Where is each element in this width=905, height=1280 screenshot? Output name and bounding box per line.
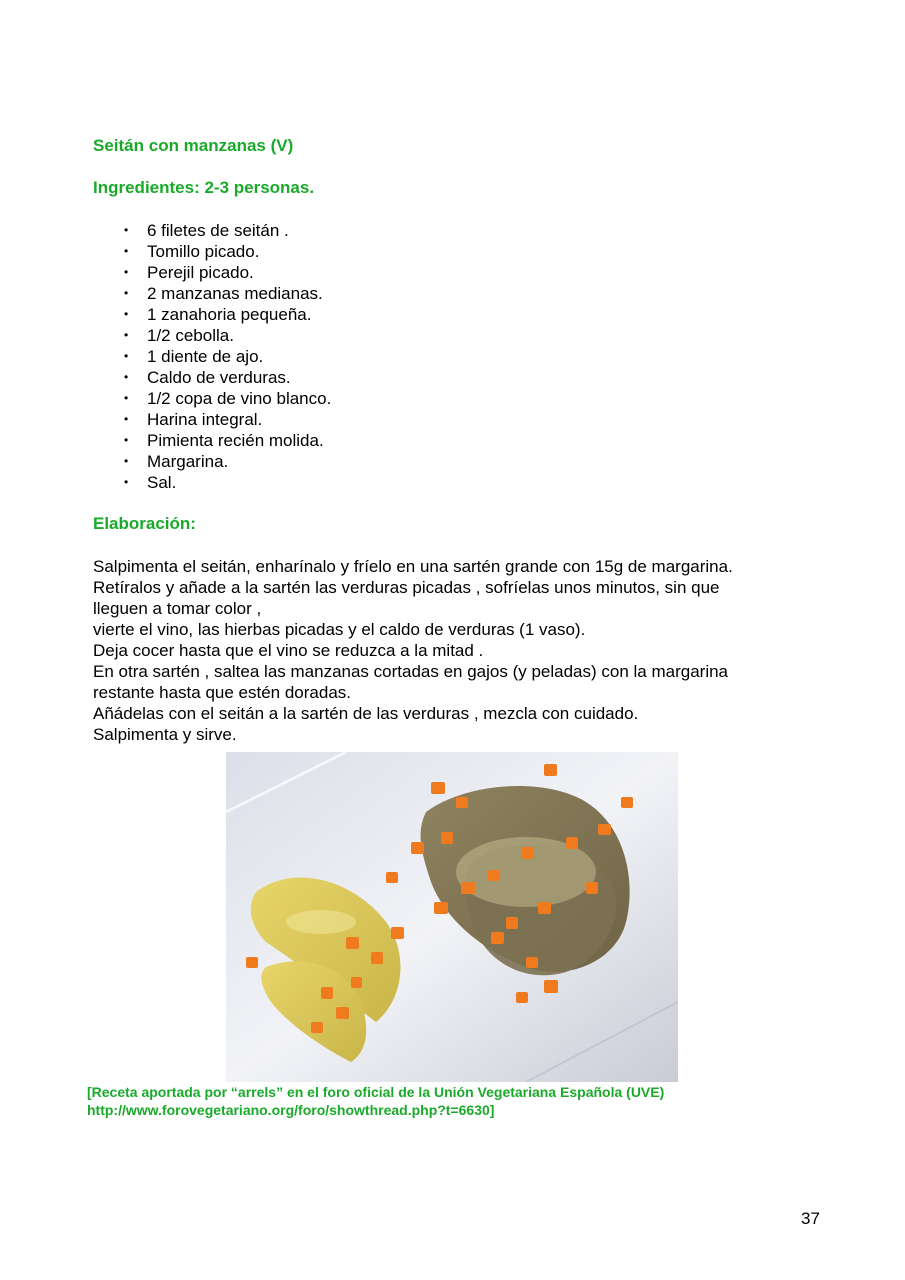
list-item <box>122 220 331 241</box>
list-item <box>122 241 331 262</box>
ingredient-text: 1 diente de ajo. <box>147 347 264 366</box>
step-line: En otra sartén , saltea las manzanas cortadas en gajos (y peladas) con la margarina <box>93 662 729 681</box>
ingredient-text: Harina integral. <box>147 410 263 429</box>
step-line: vierte el vino, las hierbas picadas y el caldo de verduras (1 vaso). <box>93 620 586 639</box>
step-line: Añádelas con el seitán a la sartén de las verduras , mezcla con cuidado. <box>93 704 639 723</box>
list-item <box>122 346 331 367</box>
bullet-icon: • <box>124 307 129 321</box>
list-item <box>122 283 331 304</box>
bullet-icon: • <box>124 223 129 237</box>
ingredient-text: Margarina. <box>147 452 229 471</box>
list-item <box>122 325 331 346</box>
step-line: Salpimenta y sirve. <box>93 725 237 744</box>
list-item <box>122 262 331 283</box>
ingredient-text: 6 filetes de seitán . <box>147 221 289 240</box>
list-item <box>122 304 331 325</box>
ingredients-heading: Ingredientes: 2-3 personas. <box>93 178 315 197</box>
ingredient-text: 1 zanahoria pequeña. <box>147 305 312 324</box>
dish-photo <box>226 752 678 1082</box>
bullet-icon: • <box>124 433 129 447</box>
bullet-icon: • <box>124 265 129 279</box>
elaboration-text <box>93 556 813 745</box>
step-line: Deja cocer hasta que el vino se reduzca a la mitad . <box>93 641 484 660</box>
list-item <box>122 451 331 472</box>
bullet-icon: • <box>124 370 129 384</box>
elaboration-heading: Elaboración: <box>93 514 196 533</box>
ingredient-text: Caldo de verduras. <box>147 368 291 387</box>
ingredients-list <box>122 220 331 493</box>
step-line: Salpimenta el seitán, enharínalo y fríelo en una sartén grande con 15g de margarina. <box>93 557 733 576</box>
list-item <box>122 472 331 493</box>
bullet-icon: • <box>124 454 129 468</box>
list-item <box>122 430 331 451</box>
step-line: lleguen a tomar color , <box>93 599 262 618</box>
ingredient-text: Pimienta recién molida. <box>147 431 324 450</box>
ingredient-text: 1/2 cebolla. <box>147 326 234 345</box>
ingredient-text: Sal. <box>147 473 177 492</box>
step-line: restante hasta que estén doradas. <box>93 683 352 702</box>
page-number: 37 <box>801 1209 820 1228</box>
bullet-icon: • <box>124 391 129 405</box>
recipe-credit <box>87 1083 664 1119</box>
bullet-icon: • <box>124 244 129 258</box>
bullet-icon: • <box>124 328 129 342</box>
ingredient-text: Tomillo picado. <box>147 242 260 261</box>
bullet-icon: • <box>124 475 129 489</box>
step-line: Retíralos y añade a la sartén las verduras picadas , sofríelas unos minutos, sin que <box>93 578 720 597</box>
list-item <box>122 367 331 388</box>
ingredient-text: Perejil picado. <box>147 263 254 282</box>
bullet-icon: • <box>124 349 129 363</box>
list-item <box>122 388 331 409</box>
list-item <box>122 409 331 430</box>
ingredient-text: 2 manzanas medianas. <box>147 284 323 303</box>
ingredient-text: 1/2 copa de vino blanco. <box>147 389 332 408</box>
recipe-title: Seitán con manzanas (V) <box>93 136 294 155</box>
bullet-icon: • <box>124 412 129 426</box>
credit-line: [Receta aportada por “arrels” en el foro oficial de la Unión Vegetariana Española (UVE) <box>87 1084 665 1100</box>
bullet-icon: • <box>124 286 129 300</box>
credit-link[interactable]: http://www.forovegetariano.org/foro/showthread.php?t=6630] <box>87 1102 495 1118</box>
